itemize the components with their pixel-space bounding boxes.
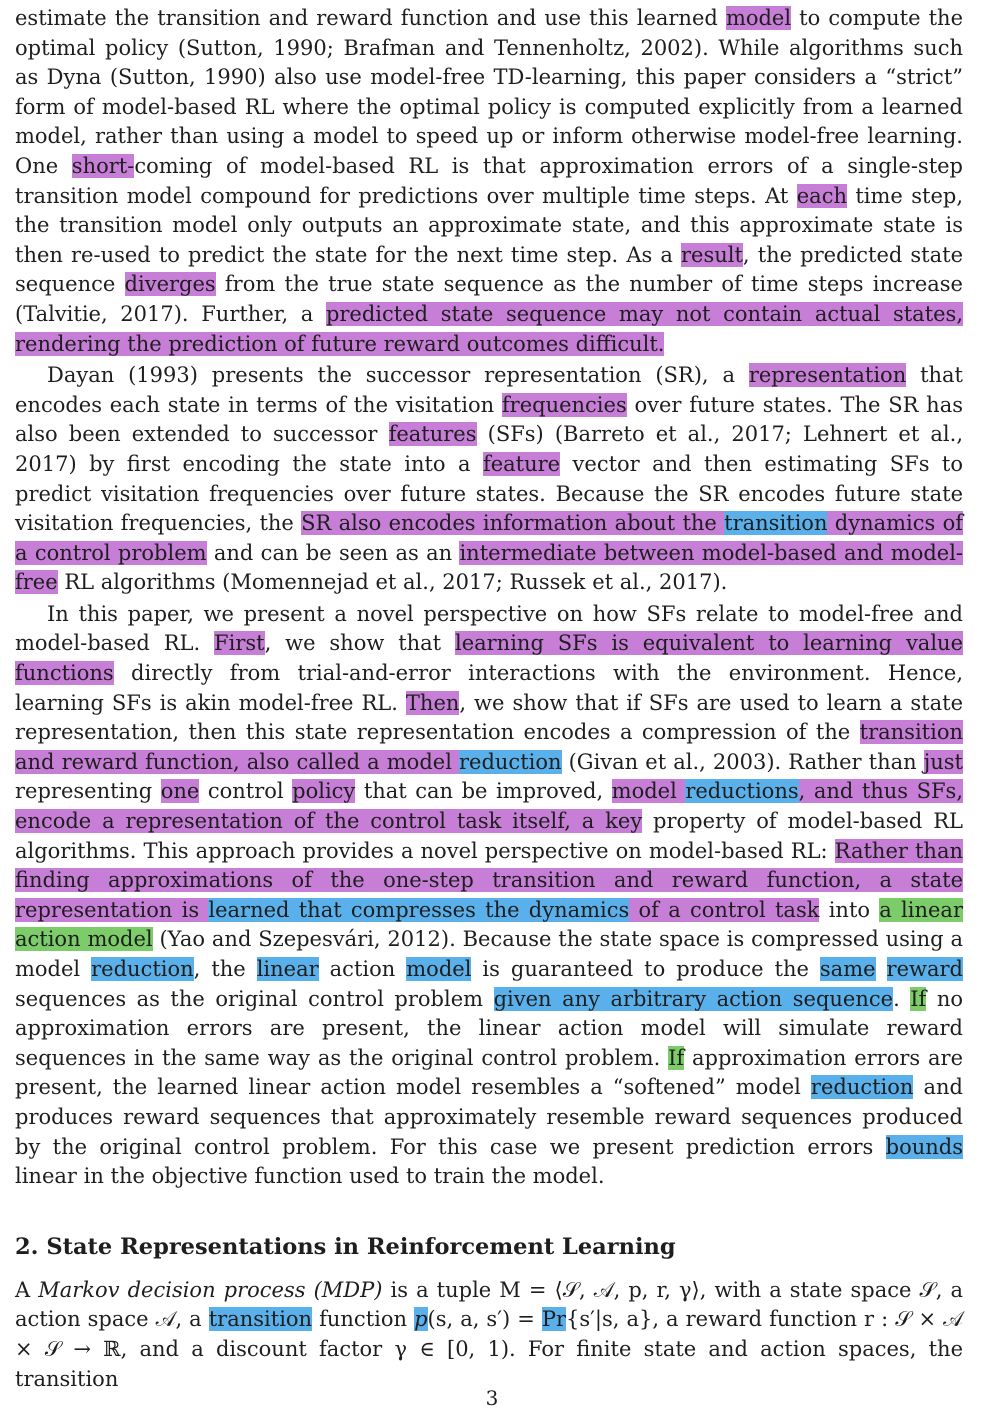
highlighted-text: policy: [292, 779, 356, 804]
highlighted-text: learned that compresses the dynamics: [208, 897, 630, 922]
highlighted-text: Rather than finding approximations of the one-step transition and reward function, a state representation is: [15, 838, 963, 922]
text-run: , we show that: [264, 631, 455, 656]
highlighted-text: learning SFs is equivalent to learning value functions: [15, 631, 963, 686]
highlighted-text: transition: [208, 1307, 313, 1332]
text-run: action: [318, 957, 407, 981]
highlighted-text: intermediate between model-based and model-free: [15, 540, 964, 595]
text-run: is a tuple M = ⟨𝒮, 𝒜, p, r, γ⟩, with a state space 𝒮, a action space 𝒜, a: [15, 1277, 963, 1332]
highlighted-text: reduction: [91, 957, 194, 981]
highlighted-text: reductions: [685, 779, 799, 804]
text-run: linear in the objective function used to train the model.: [15, 1164, 605, 1189]
text-run: approximation errors are present, the learned linear action model resembles a “softened” model: [15, 1045, 963, 1100]
highlighted-text: representation: [748, 363, 907, 388]
text-run: directly from trial-and-error interactions with the environment. Hence, learning SFs is akin model-free RL.: [15, 661, 963, 715]
text-run: representing: [15, 779, 161, 804]
text-run: , the predicted state sequence: [15, 242, 964, 297]
text-run: vector and then estimating SFs to predict visitation frequencies over future states. Because the SR encodes future state visitation frequencies, the: [15, 451, 963, 536]
text-run: function: [312, 1307, 415, 1332]
highlighted-text: one: [160, 779, 200, 804]
text-run: to compute the optimal policy (Sutton, 1990; Brafman and Tennenholtz, 2002). While algorithms such as Dyna (Sutton, 1990) also use model-free TD-learning, this paper considers a “strict” form of model-based RL where the optimal policy is computed explicitly from a learned model, rather than using a model to speed up or inform otherwise model-free learning. One: [15, 6, 963, 178]
highlighted-text: model: [611, 779, 686, 804]
text-run: A: [15, 1277, 39, 1302]
text-run: property of model-based RL algorithms. This approach provides a novel perspective on model-based RL:: [15, 809, 963, 863]
paragraph-model-based-rl: [15, 4, 963, 359]
text-run: over future states. The SR has also been extended to successor: [15, 392, 963, 447]
highlighted-text: First: [214, 631, 265, 656]
highlighted-text: diverges: [124, 272, 216, 297]
text-run: In this paper, we present a novel perspective on how SFs relate to model-free and model-based RL.: [15, 601, 963, 656]
highlighted-text: p: [414, 1307, 428, 1332]
text-run: that can be improved,: [355, 779, 612, 804]
text-run: that encodes each state in terms of the visitation: [15, 363, 963, 417]
text-run: , we show that if SFs are used to learn a state representation, then this state representation encodes a compression of the: [15, 690, 964, 745]
text-run: and can be seen as an: [206, 540, 460, 565]
text-run: Dayan (1993) presents the successor representation (SR), a: [47, 363, 749, 388]
highlighted-text: , and thus SFs, encode a representation of the control task itself, a key: [15, 779, 964, 834]
text-run: from the true state sequence as the number of time steps increase (Talvitie, 2017). Further, a: [15, 272, 963, 326]
text-run: {s′|s, a}, a reward function r : 𝒮 × 𝒜 × 𝒮 → ℝ, and a discount factor γ ∈ [0, 1). For finite state and action spaces, the transition: [15, 1307, 963, 1391]
italic-text: Markov decision process (MDP): [38, 1277, 383, 1302]
highlighted-text: just: [923, 749, 963, 774]
text-run: (Yao and Szepesvári, 2012). Because the state space is compressed using a model: [15, 927, 963, 981]
text-run: (s, a, s′) =: [427, 1307, 542, 1332]
paper-page: [15, 4, 963, 1394]
highlighted-text: short-: [71, 153, 135, 178]
highlighted-text: transition and reward function, also called a model: [15, 720, 963, 774]
highlighted-text: frequencies: [501, 392, 627, 417]
text-run: is guaranteed to produce the: [471, 957, 820, 981]
highlighted-text: given any arbitrary action sequence: [493, 986, 894, 1011]
highlighted-text: SR also encodes information about the: [301, 511, 725, 536]
highlighted-text: features: [388, 422, 477, 447]
highlighted-text: transition: [724, 511, 828, 536]
paragraph-contributions: [15, 600, 963, 1192]
highlighted-text: reward: [886, 957, 963, 981]
page-number: 3: [485, 1386, 499, 1410]
highlighted-text: Then: [405, 690, 460, 715]
paragraph-successor-representation: [15, 361, 963, 598]
section-heading: 2. State Representations in Reinforcement Learning: [15, 1233, 676, 1260]
highlighted-text: model: [406, 957, 472, 981]
highlighted-text: of a control task: [629, 897, 820, 922]
text-run: [876, 957, 887, 981]
text-run: time step, the transition model only outputs an approximate state, and this approximate state is then re-used to predict the state for the next time step. As a: [15, 183, 964, 267]
text-run: RL algorithms (Momennejad et al., 2017; Russek et al., 2017).: [57, 570, 728, 595]
text-run: sequences as the original control problem: [15, 986, 494, 1011]
highlighted-text: dynamics of a control problem: [15, 511, 963, 565]
highlighted-text: same: [819, 957, 876, 981]
highlighted-text: If: [668, 1045, 685, 1070]
highlighted-text: each: [796, 183, 847, 208]
highlighted-text: predicted state sequence may not contain actual states, rendering the prediction of future reward outcomes difficult.: [15, 301, 964, 356]
paragraph-mdp-definition: [15, 1276, 963, 1394]
highlighted-text: reduction: [810, 1075, 914, 1100]
text-run: no approximation errors are present, the linear action model will simulate reward sequences in the same way as the original control problem.: [15, 986, 964, 1070]
highlighted-text: Pr: [541, 1307, 566, 1332]
highlighted-text: model: [725, 6, 792, 30]
highlighted-text: bounds: [885, 1134, 963, 1159]
text-run: (SFs) (Barreto et al., 2017; Lehnert et al., 2017) by first encoding the state into a: [15, 422, 963, 476]
highlighted-text: feature: [482, 451, 561, 476]
text-run: into: [819, 897, 880, 922]
highlighted-text: If: [910, 986, 927, 1011]
text-run: coming of model-based RL is that approximation errors of a single-step transition model compound for predictions over multiple time steps. At: [15, 153, 963, 208]
highlighted-text: a linear action model: [15, 897, 963, 952]
text-run: and produces reward sequences that approximately resemble reward sequences produced by the original control problem. For this case we present prediction errors: [15, 1075, 963, 1159]
text-run: control: [199, 779, 293, 804]
text-run: .: [893, 986, 911, 1011]
text-run: , the: [193, 957, 257, 981]
highlighted-text: linear: [256, 957, 319, 981]
highlighted-text: result: [680, 242, 743, 267]
highlighted-text: reduction: [459, 749, 562, 774]
text-run: (Givan et al., 2003). Rather than: [561, 749, 924, 774]
text-run: estimate the transition and reward function and use this learned: [15, 6, 726, 30]
